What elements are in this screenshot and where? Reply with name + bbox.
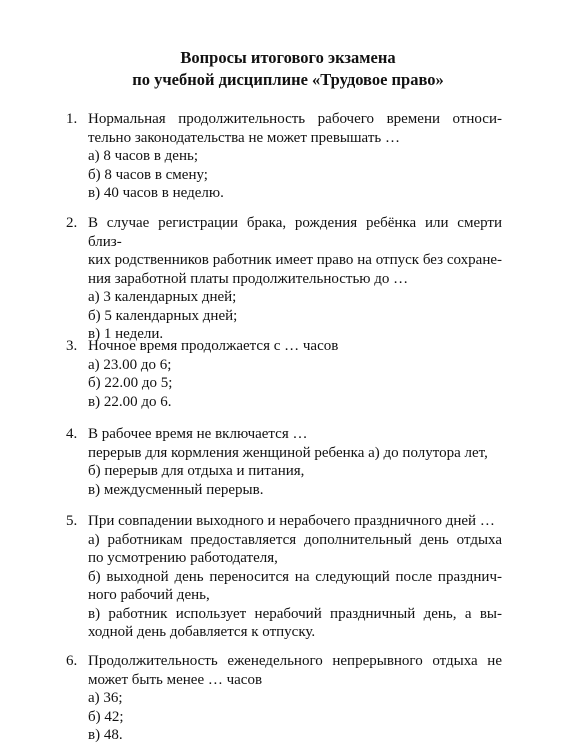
answer-option: в) работник использует нерабочий праздничный день, а вы- <box>88 605 502 622</box>
question-1 <box>66 110 502 203</box>
answer-option: б) 42; <box>88 708 124 725</box>
answer-option: в) 1 недели. <box>88 326 164 342</box>
answer-option: ного рабочий день, <box>88 587 210 603</box>
question-text-line: тельно законодательства не может превышать … <box>88 129 400 146</box>
answer-option: а) 3 календарных дней; <box>88 289 237 305</box>
question-2 <box>66 214 502 344</box>
answer-option: а) 23.00 до 6; <box>88 356 172 373</box>
question-text-line: При совпадении выходного и нерабочего праздничного дней … <box>88 513 495 529</box>
question-6 <box>66 652 502 745</box>
answer-option: б) 8 часов в смену; <box>88 166 208 183</box>
answer-option: б) перерыв для отдыха и питания, <box>88 463 305 479</box>
question-text-line: перерыв для кормления женщиной ребенка а) до полутора лет, <box>88 444 488 461</box>
answer-option: а) 8 часов в день; <box>88 148 199 164</box>
question-text-line: Нормальная продолжительность рабочего времени относи- <box>88 111 502 127</box>
answer-option: а) работникам предоставляется дополнительный день отдыха <box>88 531 502 548</box>
question-number: 5. <box>66 513 78 529</box>
answer-option: в) 22.00 до 6. <box>88 393 172 410</box>
question-text-line: В случае регистрации брака, рождения ребёнка или смерти близ- <box>88 215 502 250</box>
question-text-line: ких родственников работник имеет право на отпуск без сохране- <box>88 252 502 268</box>
question-number: 1. <box>66 111 78 127</box>
question-4 <box>66 425 502 499</box>
question-text-line: Ночное время продолжается с … часов <box>88 338 339 354</box>
question-number: 3. <box>66 338 78 354</box>
document-title-line-2: по учебной дисциплине «Трудовое право» <box>132 70 444 89</box>
answer-option: ходной день добавляется к отпуску. <box>88 624 316 640</box>
question-text-line: может быть менее … часов <box>88 671 263 688</box>
question-number: 6. <box>66 653 78 669</box>
question-number: 2. <box>66 215 78 231</box>
answer-option: в) междусменный перерыв. <box>88 481 264 498</box>
question-3 <box>66 337 502 411</box>
answer-option: б) 22.00 до 5; <box>88 375 173 391</box>
answer-option: в) 48. <box>88 727 123 743</box>
question-text-line: Продолжительность еженедельного непрерывного отдыха не <box>88 653 502 669</box>
answer-option: в) 40 часов в неделю. <box>88 185 224 201</box>
answer-option: б) 5 календарных дней; <box>88 307 238 324</box>
answer-option: б) выходной день переносится на следующий после празднич- <box>88 568 502 585</box>
answer-option: по усмотрению работодателя, <box>88 550 278 566</box>
answer-option: а) 36; <box>88 690 123 706</box>
question-text-line: ния заработной платы продолжительностью до … <box>88 270 409 287</box>
question-number: 4. <box>66 426 78 442</box>
document-title-line-1: Вопросы итогового экзамена <box>180 48 396 67</box>
question-5 <box>66 512 502 642</box>
question-text-line: В рабочее время не включается … <box>88 426 308 442</box>
